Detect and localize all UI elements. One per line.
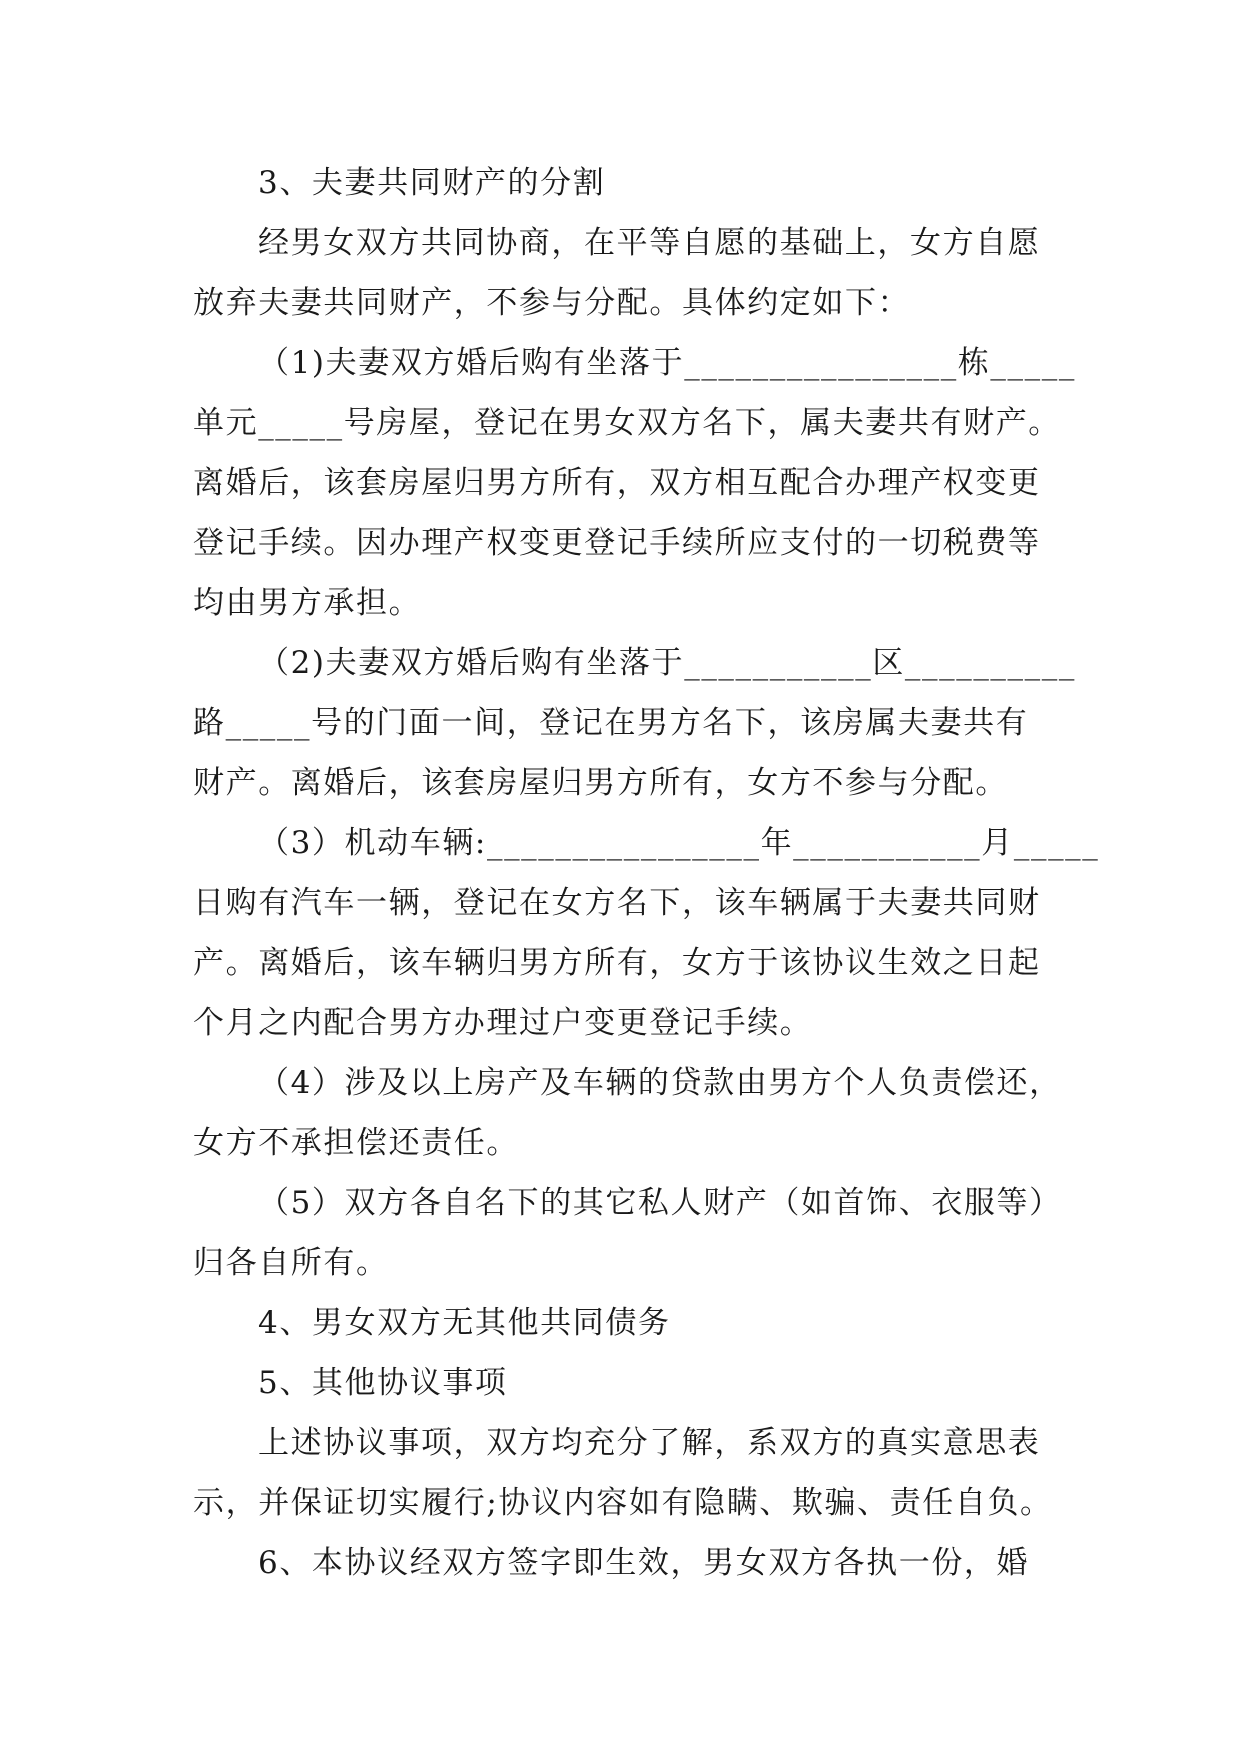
- section-heading-4: 4、男女双方无其他共同债务: [258, 1305, 671, 1341]
- paragraph-line: 归各自所有。: [193, 1245, 389, 1281]
- section-heading-3: 3、夫妻共同财产的分割: [258, 165, 606, 201]
- paragraph-line: 单元_____号房屋，登记在男女双方名下，属夫妻共有财产。: [193, 405, 1061, 441]
- paragraph-line: 个月之内配合男方办理过户变更登记手续。: [193, 1005, 813, 1041]
- paragraph-line: 放弃夫妻共同财产，不参与分配。具体约定如下：: [193, 285, 911, 321]
- paragraph-line: 均由男方承担。: [193, 585, 422, 621]
- paragraph-line: 财产。离婚后，该套房屋归男方所有，女方不参与分配。: [193, 765, 1008, 801]
- clause-4-line: （4）涉及以上房产及车辆的贷款由男方个人负责偿还，: [258, 1065, 1062, 1101]
- paragraph-line: 示，并保证切实履行;协议内容如有隐瞒、欺骗、责任自负。: [193, 1485, 1053, 1521]
- section-heading-5: 5、其他协议事项: [258, 1365, 508, 1401]
- section-heading-6: 6、本协议经双方签字即生效，男女双方各执一份，婚: [258, 1545, 1030, 1581]
- clause-5-line: （5）双方各自名下的其它私人财产（如首饰、衣服等）: [258, 1185, 1062, 1221]
- paragraph-line: 登记手续。因办理产权变更登记手续所应支付的一切税费等: [193, 525, 1041, 561]
- paragraph-line: 女方不承担偿还责任。: [193, 1125, 519, 1161]
- paragraph-line: 日购有汽车一辆，登记在女方名下，该车辆属于夫妻共同财: [193, 885, 1041, 921]
- paragraph-line: 经男女双方共同协商，在平等自愿的基础上，女方自愿: [258, 225, 1041, 261]
- paragraph-line: 离婚后，该套房屋归男方所有，双方相互配合办理产权变更: [193, 465, 1041, 501]
- clause-3-line: （3）机动车辆:________________年___________月_____: [258, 825, 1100, 861]
- paragraph-line: 产。离婚后，该车辆归男方所有，女方于该协议生效之日起: [193, 945, 1041, 981]
- paragraph-line: 路_____号的门面一间，登记在男方名下，该房属夫妻共有: [193, 705, 1029, 741]
- clause-2-line: （2)夫妻双方婚后购有坐落于___________区__________: [258, 645, 1076, 681]
- paragraph-line: 上述协议事项，双方均充分了解，系双方的真实意思表: [258, 1425, 1041, 1461]
- clause-1-line: （1)夫妻双方婚后购有坐落于________________栋_____: [258, 345, 1076, 381]
